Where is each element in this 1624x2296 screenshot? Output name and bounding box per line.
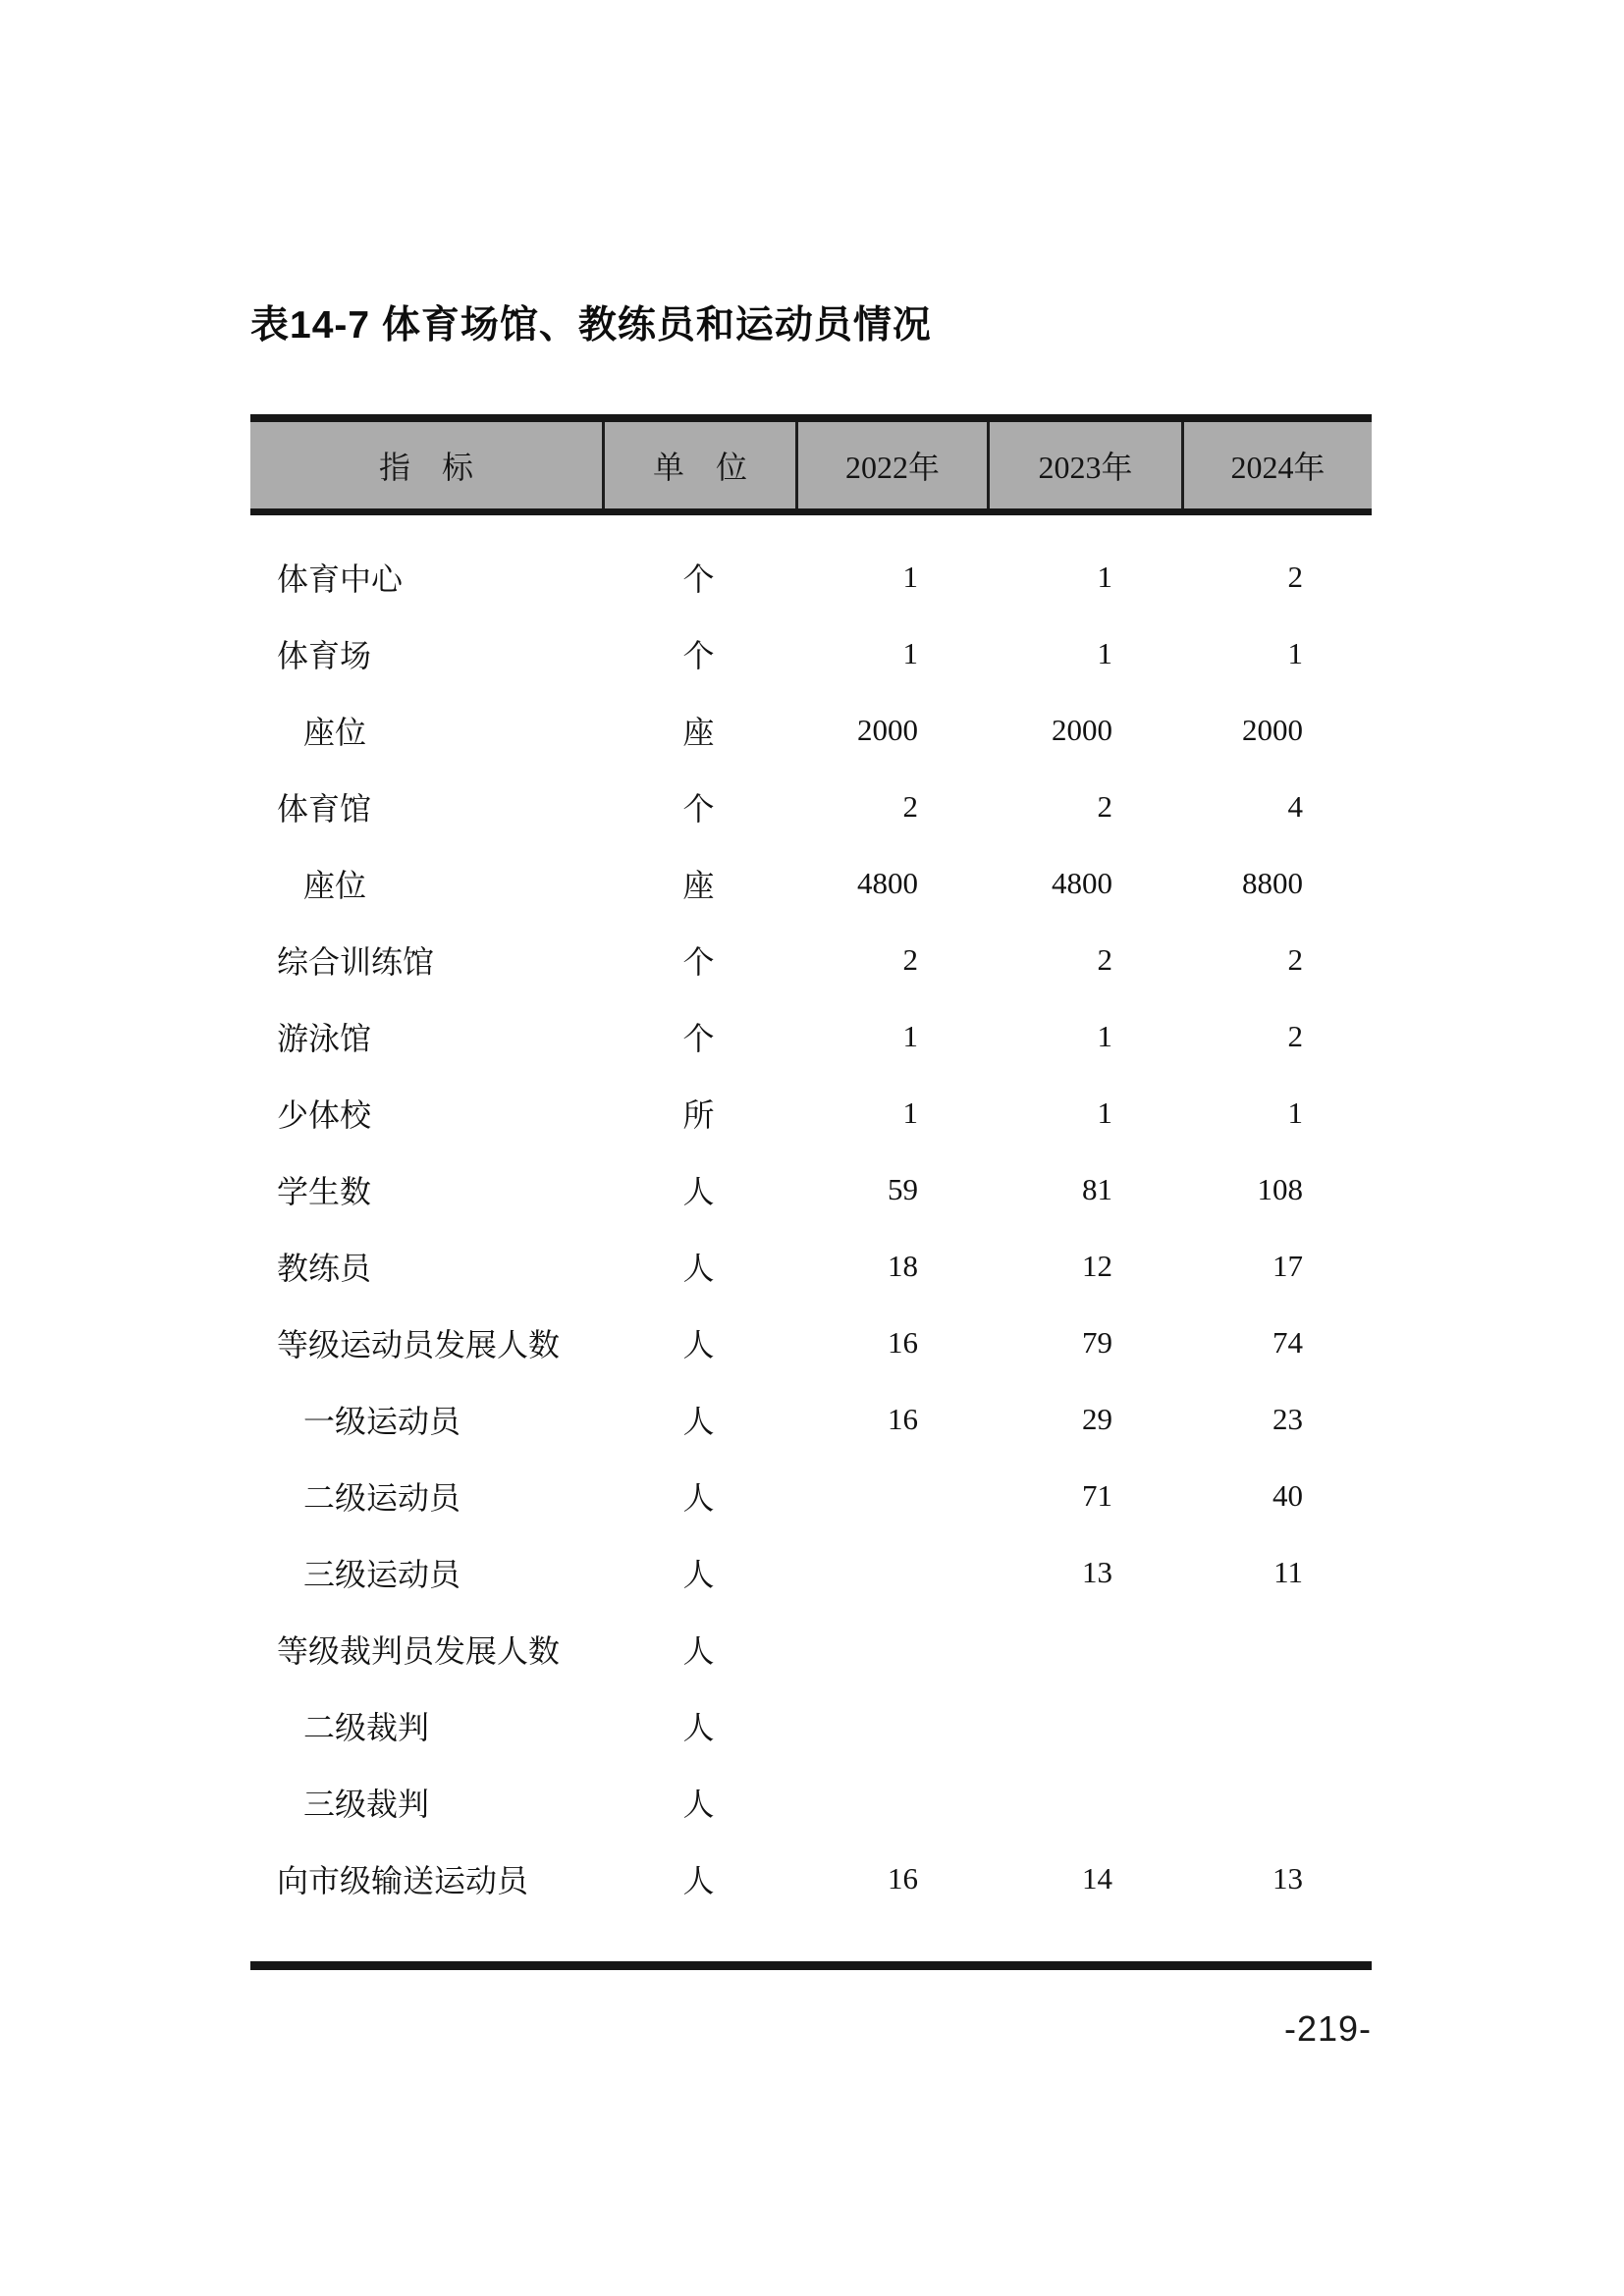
table-row	[250, 1534, 1372, 1611]
row-value-2022: 18	[888, 1249, 918, 1283]
row-value-2024: 1	[1287, 636, 1303, 670]
row-value-2022: 1	[902, 1019, 918, 1053]
table-row	[250, 1458, 1372, 1534]
row-label: 二级裁判	[303, 1710, 430, 1745]
row-value-2023: 2000	[1052, 713, 1112, 747]
row-value-2024: 2	[1287, 560, 1303, 594]
row-value-2024: 2000	[1242, 713, 1303, 747]
row-unit: 座	[682, 715, 715, 750]
row-value-2022: 1	[902, 636, 918, 670]
row-unit: 所	[682, 1097, 715, 1133]
header-year-2024: 2024年	[1181, 422, 1372, 508]
row-value-2024: 23	[1272, 1402, 1303, 1436]
row-value-2023: 1	[1097, 1019, 1112, 1053]
row-value-2023: 79	[1082, 1325, 1112, 1360]
row-label: 向市级输送运动员	[277, 1863, 529, 1898]
row-value-2022: 16	[888, 1325, 918, 1360]
table-row	[250, 845, 1372, 922]
row-label: 教练员	[277, 1251, 372, 1286]
row-unit: 个	[682, 791, 715, 827]
header-year-2022: 2022年	[795, 422, 987, 508]
row-value-2024: 8800	[1242, 866, 1303, 900]
row-value-2023: 4800	[1052, 866, 1112, 900]
row-label: 座位	[303, 715, 367, 750]
table-row	[250, 922, 1372, 998]
row-label: 学生数	[277, 1174, 372, 1209]
row-value-2023: 2	[1097, 789, 1112, 824]
table-title: 表14-7 体育场馆、教练员和运动员情况	[250, 304, 932, 347]
row-value-2023: 29	[1082, 1402, 1112, 1436]
row-value-2023: 12	[1082, 1249, 1112, 1283]
header-indicator: 指 标	[378, 450, 473, 485]
header-year-2023: 2023年	[987, 422, 1181, 508]
row-value-2022: 1	[902, 1095, 918, 1130]
row-value-2024: 1	[1287, 1095, 1303, 1130]
row-unit: 个	[682, 944, 715, 980]
table-header-row	[250, 422, 1372, 515]
table-row	[250, 539, 1372, 615]
stats-table	[250, 414, 1372, 1970]
row-value-2023: 13	[1082, 1555, 1112, 1589]
row-unit: 人	[682, 1174, 715, 1209]
row-value-2023: 2	[1097, 942, 1112, 977]
row-label: 体育馆	[277, 791, 372, 827]
row-unit: 人	[682, 1787, 715, 1822]
row-label: 等级运动员发展人数	[277, 1327, 561, 1362]
table-row	[250, 615, 1372, 692]
row-value-2023: 14	[1082, 1861, 1112, 1896]
header-unit: 单 位	[602, 422, 795, 508]
row-label: 体育中心	[277, 561, 404, 597]
row-value-2024: 4	[1287, 789, 1303, 824]
row-value-2024: 2	[1287, 942, 1303, 977]
row-value-2022: 59	[888, 1172, 918, 1206]
row-unit: 个	[682, 638, 715, 673]
table-row	[250, 1228, 1372, 1305]
row-value-2022: 16	[888, 1861, 918, 1896]
table-body	[250, 515, 1372, 1961]
table-row	[250, 769, 1372, 845]
table-row	[250, 1075, 1372, 1151]
table-row	[250, 1611, 1372, 1687]
row-label: 等级裁判员发展人数	[277, 1633, 561, 1669]
row-value-2023: 1	[1097, 636, 1112, 670]
row-value-2024: 11	[1273, 1555, 1303, 1589]
row-label: 座位	[303, 868, 367, 903]
table-row	[250, 692, 1372, 769]
row-label: 体育场	[277, 638, 372, 673]
row-label: 综合训练馆	[277, 944, 435, 980]
row-value-2024: 40	[1272, 1478, 1303, 1513]
row-value-2024: 2	[1287, 1019, 1303, 1053]
row-label: 游泳馆	[277, 1021, 372, 1056]
row-unit: 人	[682, 1327, 715, 1362]
table-row	[250, 1151, 1372, 1228]
table-row	[250, 1764, 1372, 1841]
row-label: 一级运动员	[303, 1404, 461, 1439]
table-row	[250, 998, 1372, 1075]
row-unit: 人	[682, 1633, 715, 1669]
table-row	[250, 1381, 1372, 1458]
row-label: 二级运动员	[303, 1480, 461, 1516]
row-value-2023: 71	[1082, 1478, 1112, 1513]
row-value-2022: 2	[902, 789, 918, 824]
row-unit: 座	[682, 868, 715, 903]
row-label: 三级裁判	[303, 1787, 430, 1822]
row-unit: 人	[682, 1557, 715, 1592]
row-unit: 人	[682, 1251, 715, 1286]
row-unit: 人	[682, 1480, 715, 1516]
row-value-2023: 1	[1097, 1095, 1112, 1130]
row-unit: 人	[682, 1863, 715, 1898]
row-value-2024: 13	[1272, 1861, 1303, 1896]
row-value-2023: 81	[1082, 1172, 1112, 1206]
row-unit: 人	[682, 1710, 715, 1745]
row-value-2022: 16	[888, 1402, 918, 1436]
row-value-2024: 74	[1272, 1325, 1303, 1360]
page-number: -219-	[1283, 2008, 1372, 2049]
row-value-2024: 108	[1257, 1172, 1303, 1206]
table-row	[250, 1841, 1372, 1917]
row-value-2024: 17	[1272, 1249, 1303, 1283]
row-value-2022: 4800	[857, 866, 918, 900]
row-value-2022: 2	[902, 942, 918, 977]
row-value-2023: 1	[1097, 560, 1112, 594]
table-row	[250, 1305, 1372, 1381]
row-value-2022: 1	[902, 560, 918, 594]
row-unit: 个	[682, 1021, 715, 1056]
row-label: 少体校	[277, 1097, 372, 1133]
row-unit: 人	[682, 1404, 715, 1439]
row-value-2022: 2000	[857, 713, 918, 747]
row-unit: 个	[682, 561, 715, 597]
row-label: 三级运动员	[303, 1557, 461, 1592]
table-row	[250, 1687, 1372, 1764]
